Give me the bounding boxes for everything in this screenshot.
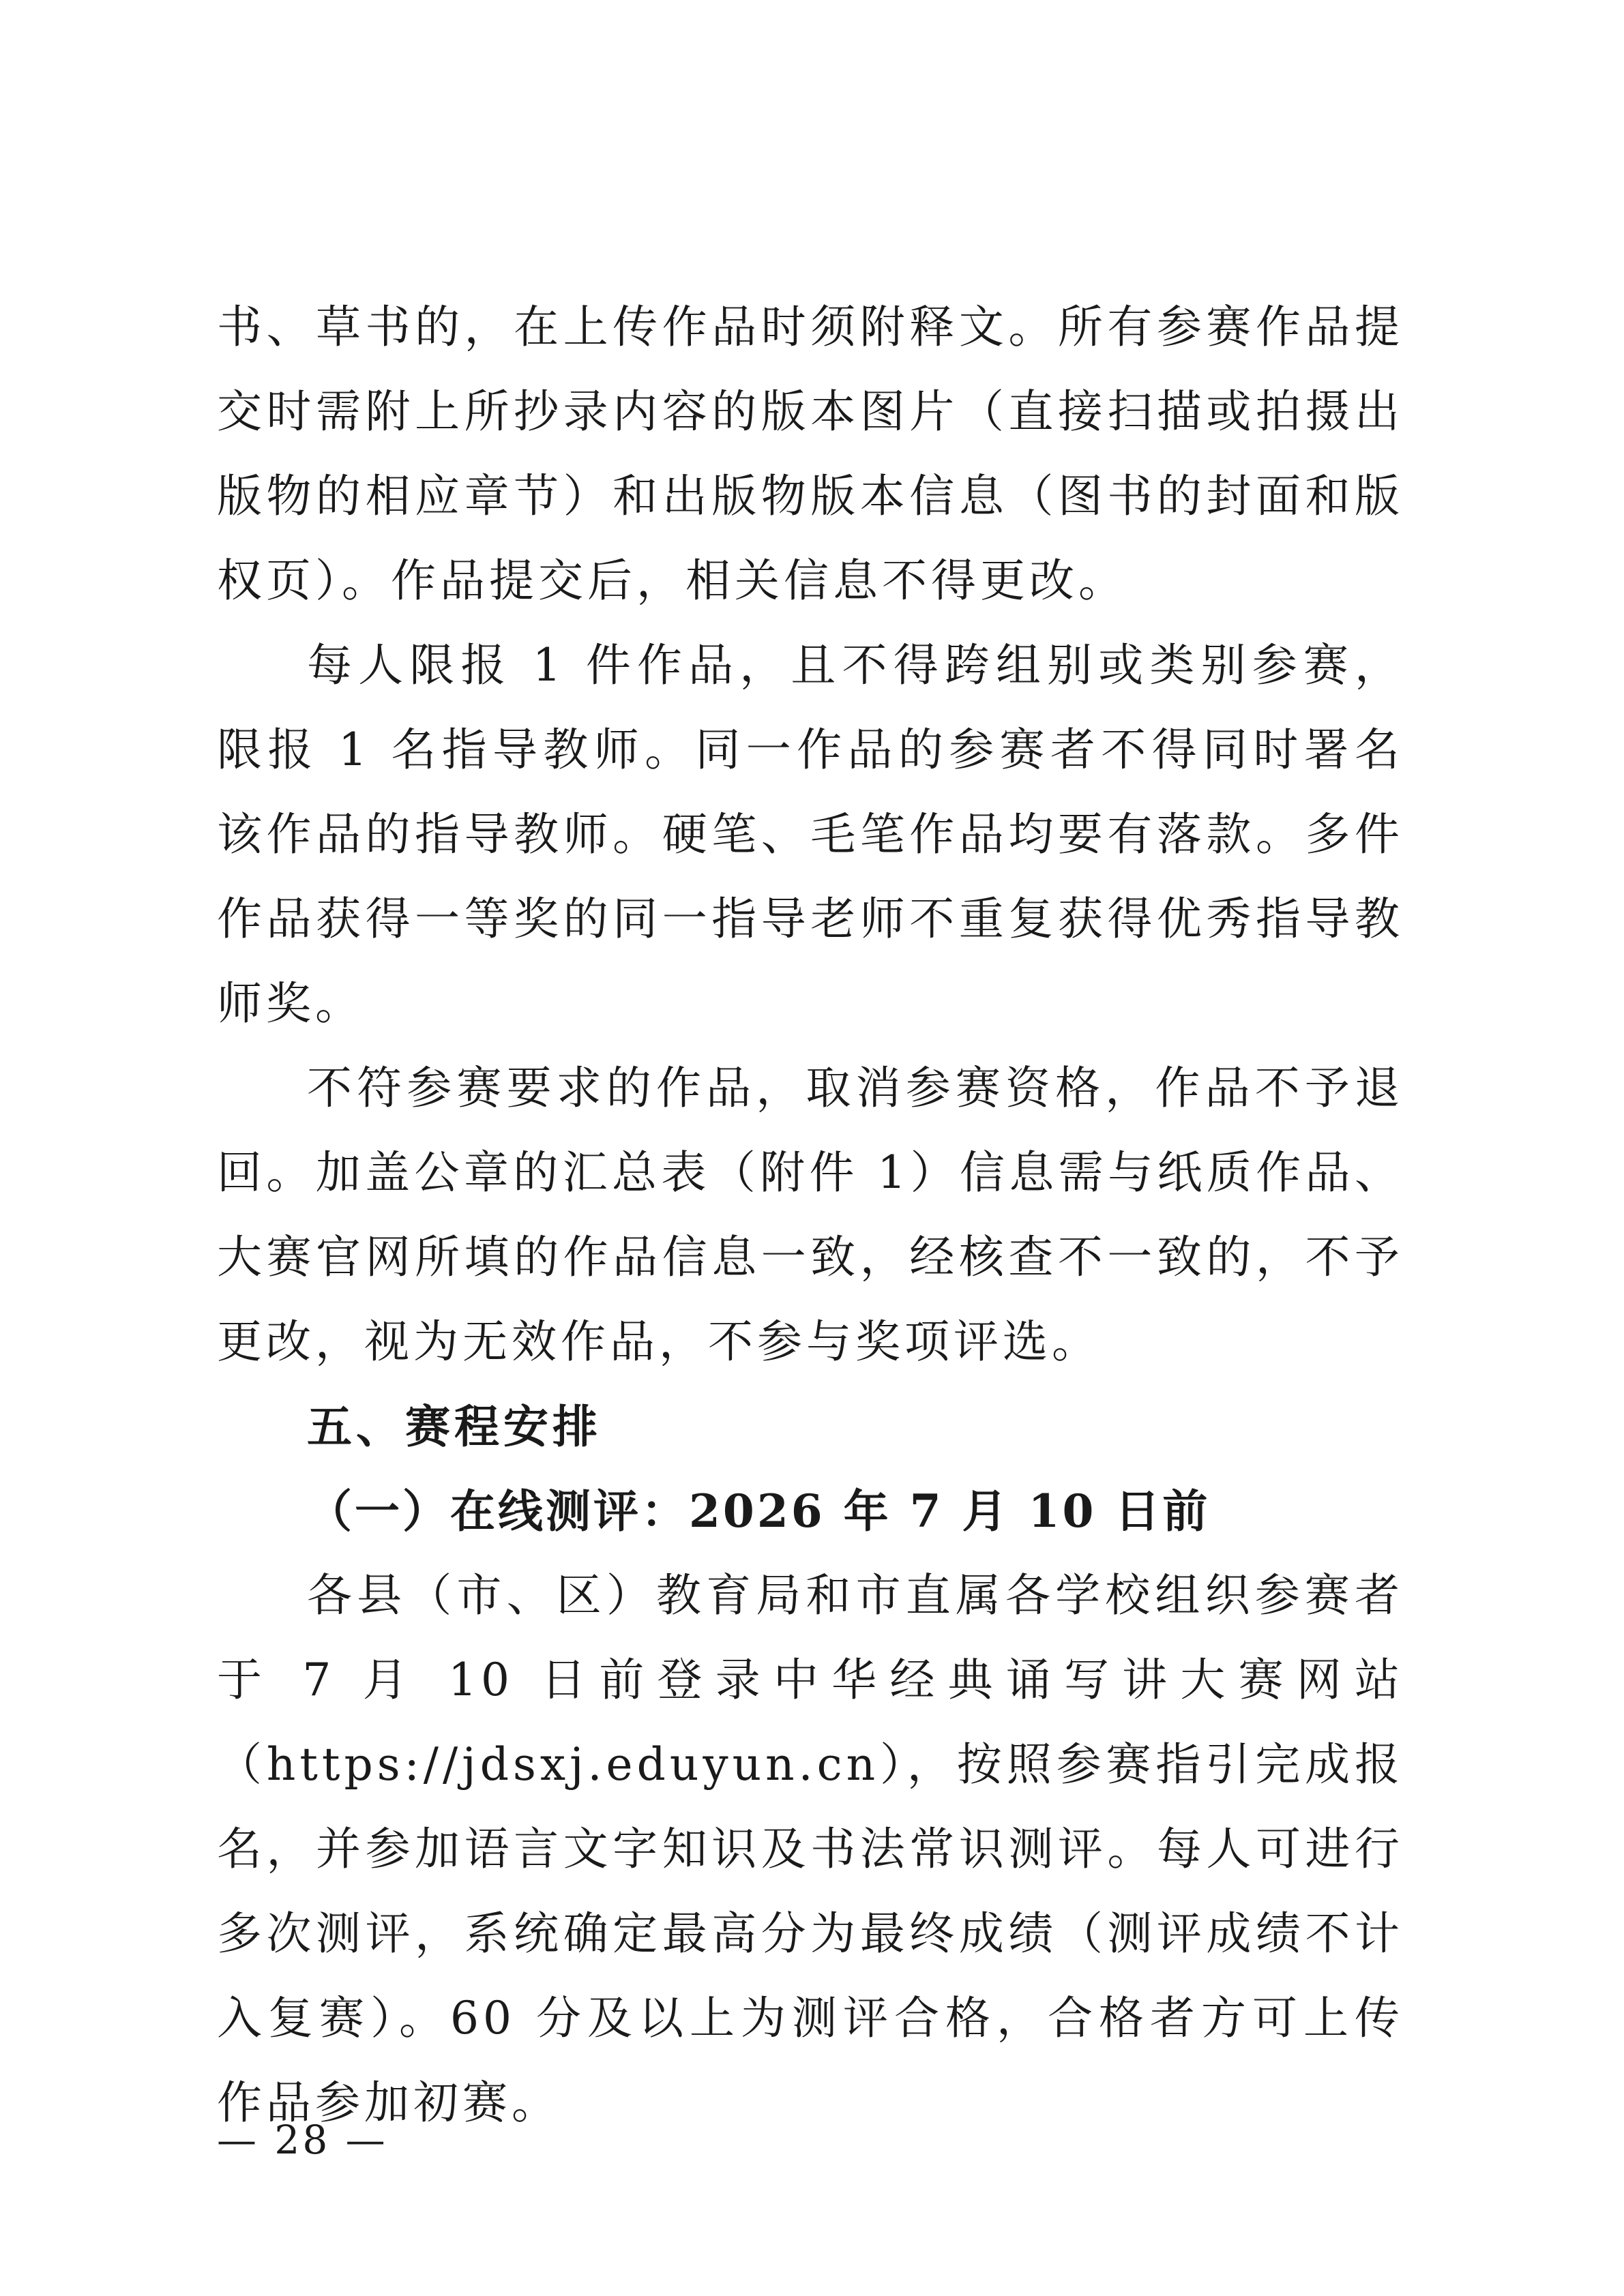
subsection-heading-online-test: （一）在线测评：2026 年 7 月 10 日前 — [307, 1485, 1211, 1538]
section-heading-schedule: 五、赛程安排 — [307, 1400, 602, 1453]
paragraph-submission-rules: 书、草书的，在上传作品时须附释文。所有参赛作品提交时需附上所抄录内容的版本图片（直接扫描或拍摄出版物的相应章节）和出版物版本信息（图书的封面和版权页）。作品提交后，相关信息不得更改。 — [217, 301, 1404, 607]
page-number: — 28 — — [217, 2117, 388, 2163]
paragraph-disqualification: 不符参赛要求的作品，取消参赛资格，作品不予退回。加盖公章的汇总表（附件 1）信息需与纸质作品、大赛官网所填的作品信息一致，经核查不一致的，不予更改，视为无效作品，不参与奖项评选。 — [217, 1062, 1404, 1368]
paragraph-online-test: 各县（市、区）教育局和市直属各学校组织参赛者于 7 月 10 日前登录中华经典诵写讲大赛网站（https://jdsxj.eduyun.cn），按照参赛指引完成报名，并参加语言文字知识及书法常识测评。每人可进行多次测评，系统确定最高分为最终成绩（测评成绩不计入复赛）。60 分及以上为测评合格，合格者方可上传作品参加初赛。 — [217, 1569, 1404, 2129]
document-body — [217, 285, 1404, 2145]
paragraph-entry-limits: 每人限报 1 件作品，且不得跨组别或类别参赛，限报 1 名指导教师。同一作品的参赛者不得同时署名该作品的指导教师。硬笔、毛笔作品均要有落款。多件作品获得一等奖的同一指导老师不重复获得优秀指导教师奖。 — [217, 639, 1404, 1030]
